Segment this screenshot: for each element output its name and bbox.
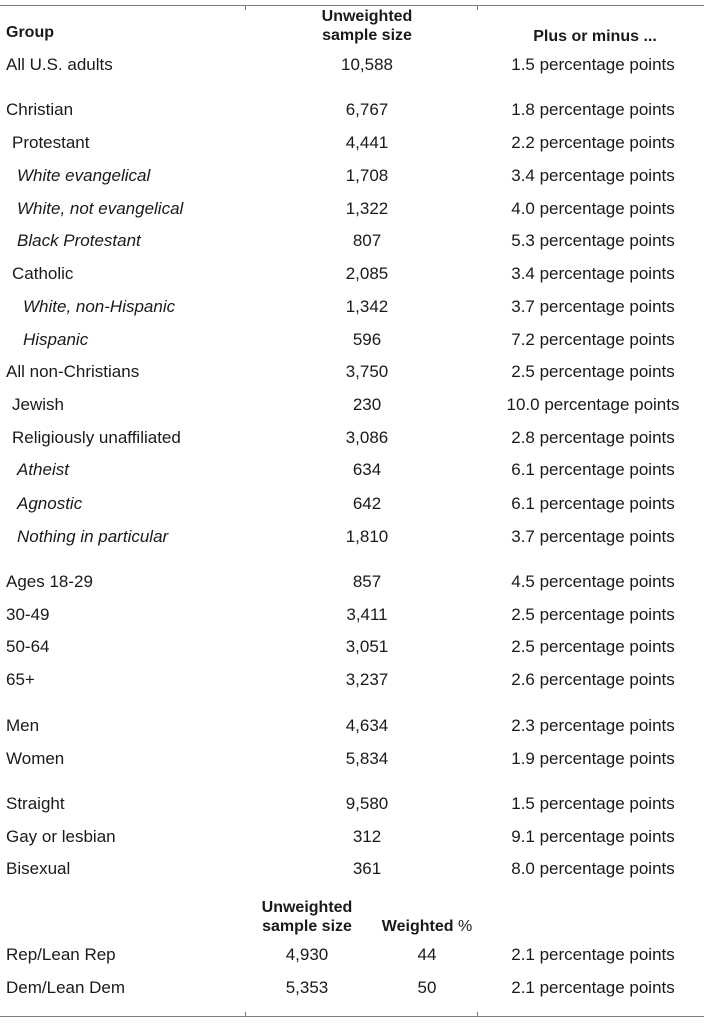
row-margin-of-error: 1.5 percentage points bbox=[511, 794, 675, 813]
row-group-label: Jewish bbox=[12, 395, 64, 414]
row-group-label: Men bbox=[6, 716, 40, 735]
row-group-label: White evangelical bbox=[17, 166, 151, 185]
row-group-label: Bisexual bbox=[6, 859, 71, 878]
margin-of-error-header: Plus or minus ... bbox=[533, 28, 657, 45]
party-row-weighted-percent: 50 bbox=[417, 978, 437, 997]
weighted-percent-header bbox=[377, 918, 477, 936]
row-sample-size: 312 bbox=[352, 827, 382, 846]
party-row-weighted-percent: 44 bbox=[417, 945, 437, 964]
row-sample-size: 3,411 bbox=[346, 605, 388, 624]
sample-size-header-line1: Unweighted bbox=[321, 8, 413, 25]
row-sample-size: 3,237 bbox=[345, 670, 389, 689]
row-margin-of-error: 4.5 percentage points bbox=[511, 572, 675, 591]
row-sample-size: 2,085 bbox=[345, 264, 389, 283]
row-sample-size: 1,322 bbox=[345, 199, 389, 218]
row-margin-of-error: 3.4 percentage points bbox=[511, 166, 675, 185]
row-margin-of-error: 2.5 percentage points bbox=[511, 362, 675, 381]
row-margin-of-error: 9.1 percentage points bbox=[511, 827, 675, 846]
row-margin-of-error: 3.4 percentage points bbox=[511, 264, 675, 283]
row-sample-size: 4,441 bbox=[345, 133, 389, 152]
row-group-label: Nothing in particular bbox=[17, 527, 169, 546]
row-sample-size: 3,750 bbox=[345, 362, 389, 381]
row-sample-size: 1,708 bbox=[345, 166, 389, 185]
row-margin-of-error: 6.1 percentage points bbox=[511, 494, 675, 513]
row-group-label: 65+ bbox=[6, 670, 35, 689]
row-sample-size: 3,051 bbox=[345, 637, 389, 656]
row-group-label: Protestant bbox=[12, 133, 90, 152]
row-group-label: Gay or lesbian bbox=[6, 827, 116, 846]
row-sample-size: 4,634 bbox=[345, 716, 389, 735]
row-group-label: Christian bbox=[6, 100, 74, 119]
row-group-label: Religiously unaffiliated bbox=[12, 428, 181, 447]
row-sample-size: 1,810 bbox=[345, 527, 389, 546]
row-group-label: All U.S. adults bbox=[6, 55, 113, 74]
row-group-label: White, non-Hispanic bbox=[23, 297, 176, 316]
row-group-label: Straight bbox=[6, 794, 65, 813]
row-group-label: Atheist bbox=[17, 460, 69, 479]
row-sample-size: 642 bbox=[352, 494, 382, 513]
party-sample-size-header-line1: Unweighted bbox=[261, 899, 353, 916]
row-sample-size: 10,588 bbox=[341, 55, 393, 74]
row-group-label: White, not evangelical bbox=[17, 199, 184, 218]
row-group-label: All non-Christians bbox=[6, 362, 140, 381]
row-margin-of-error: 1.5 percentage points bbox=[511, 55, 675, 74]
row-sample-size: 6,767 bbox=[345, 100, 389, 119]
top-rule-tick bbox=[245, 5, 246, 10]
row-sample-size: 1,342 bbox=[345, 297, 389, 316]
row-margin-of-error: 2.6 percentage points bbox=[511, 670, 675, 689]
row-sample-size: 857 bbox=[352, 572, 382, 591]
row-group-label: Ages 18-29 bbox=[6, 572, 93, 591]
party-row-label: Dem/Lean Dem bbox=[6, 978, 126, 997]
row-margin-of-error: 1.9 percentage points bbox=[511, 749, 675, 768]
row-group-label: Women bbox=[6, 749, 65, 768]
party-row-margin-of-error: 2.1 percentage points bbox=[511, 945, 675, 964]
party-row-label: Rep/Lean Rep bbox=[6, 945, 116, 964]
row-margin-of-error: 2.3 percentage points bbox=[511, 716, 675, 735]
row-group-label: Agnostic bbox=[17, 494, 83, 513]
row-margin-of-error: 5.3 percentage points bbox=[511, 231, 675, 250]
row-group-label: Black Protestant bbox=[17, 231, 141, 250]
row-group-label: Hispanic bbox=[23, 330, 89, 349]
top-rule-tick bbox=[477, 5, 478, 10]
party-sample-size-header-line2: sample size bbox=[262, 918, 352, 935]
row-group-label: Catholic bbox=[12, 264, 74, 283]
row-sample-size: 230 bbox=[352, 395, 382, 414]
row-margin-of-error: 2.5 percentage points bbox=[511, 637, 675, 656]
row-sample-size: 361 bbox=[352, 859, 382, 878]
row-margin-of-error: 7.2 percentage points bbox=[511, 330, 675, 349]
row-margin-of-error: 3.7 percentage points bbox=[511, 297, 675, 316]
party-row-margin-of-error: 2.1 percentage points bbox=[511, 978, 675, 997]
row-sample-size: 634 bbox=[352, 460, 382, 479]
row-margin-of-error: 1.8 percentage points bbox=[511, 100, 675, 119]
group-column-header: Group bbox=[6, 24, 54, 41]
row-margin-of-error: 3.7 percentage points bbox=[511, 527, 675, 546]
sample-size-header-line2: sample size bbox=[322, 27, 412, 44]
row-sample-size: 596 bbox=[352, 330, 382, 349]
row-group-label: 30-49 bbox=[6, 605, 50, 624]
row-margin-of-error: 2.8 percentage points bbox=[511, 428, 675, 447]
weighted-unit: % bbox=[457, 918, 473, 935]
row-sample-size: 5,834 bbox=[345, 749, 389, 768]
row-margin-of-error: 8.0 percentage points bbox=[511, 859, 675, 878]
row-sample-size: 807 bbox=[352, 231, 382, 250]
weighted-label: Weighted bbox=[381, 918, 454, 935]
bottom-rule bbox=[0, 1016, 704, 1017]
row-margin-of-error: 2.2 percentage points bbox=[511, 133, 675, 152]
party-row-sample-size: 4,930 bbox=[285, 945, 329, 964]
top-rule bbox=[0, 5, 704, 6]
bottom-rule-tick bbox=[245, 1012, 246, 1017]
row-group-label: 50-64 bbox=[6, 637, 50, 656]
row-margin-of-error: 4.0 percentage points bbox=[511, 199, 675, 218]
party-row-sample-size: 5,353 bbox=[285, 978, 329, 997]
row-margin-of-error: 2.5 percentage points bbox=[511, 605, 675, 624]
row-sample-size: 3,086 bbox=[345, 428, 389, 447]
row-margin-of-error: 10.0 percentage points bbox=[506, 395, 680, 414]
row-margin-of-error: 6.1 percentage points bbox=[511, 460, 675, 479]
row-sample-size: 9,580 bbox=[345, 794, 389, 813]
bottom-rule-tick bbox=[477, 1012, 478, 1017]
